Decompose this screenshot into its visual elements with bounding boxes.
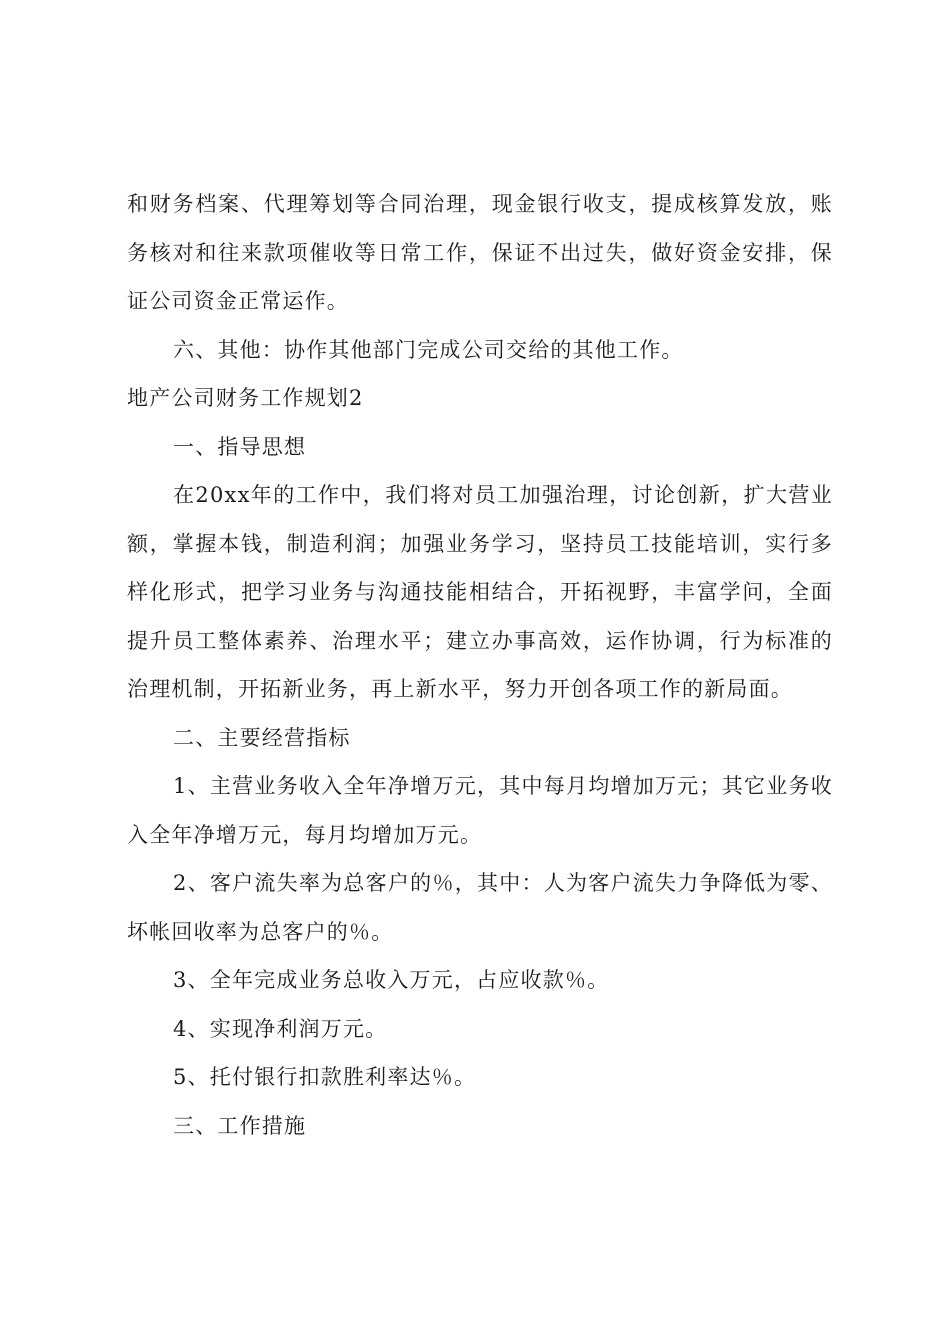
section-heading-work-measures: 三、工作措施: [173, 1113, 307, 1138]
list-item-indicator-4: 4、实现净利润万元。: [173, 1016, 388, 1041]
paragraph-section-six-other: 六、其他：协作其他部门完成公司交给的其他工作。: [173, 337, 684, 362]
section-heading-guiding-thought: 一、指导思想: [173, 434, 307, 459]
paragraph-finance-archives: 和财务档案、代理筹划等合同治理，现金银行收支，提成核算发放，账务核对和往来款项催收等日常工作，保证不出过失，做好资金安排，保证公司资金正常运作。: [127, 192, 833, 313]
list-item-indicator-3: 3、全年完成业务总收入万元，占应收款％。: [173, 968, 610, 992]
paragraph-guiding-thought: 在20xx年的工作中，我们将对员工加强治理，讨论创新，扩大营业额，掌握本钱，制造利润；加强业务学习，坚持员工技能培训，实行多样化形式，把学习业务与沟通技能相结合，开拓视野，丰富学问，全面提升员工整体素养、治理水平；建立办事高效，运作协调，行为标准的治理机制，开拓新业务，再上新水平，努力开创各项工作的新局面。: [127, 483, 833, 701]
list-item-indicator-5: 5、托付银行扣款胜利率达％。: [173, 1065, 477, 1089]
document-heading-plan-2: 地产公司财务工作规划2: [127, 386, 364, 410]
document-body: [127, 180, 833, 1150]
list-item-indicator-2: 2、客户流失率为总客户的％，其中：人为客户流失力争降低为零、坏帐回收率为总客户的％。: [127, 871, 833, 944]
section-heading-main-indicators: 二、主要经营指标: [173, 725, 351, 750]
list-item-indicator-1: 1、主营业务收入全年净增万元，其中每月均增加万元；其它业务收入全年净增万元，每月均增加万元。: [127, 774, 833, 847]
